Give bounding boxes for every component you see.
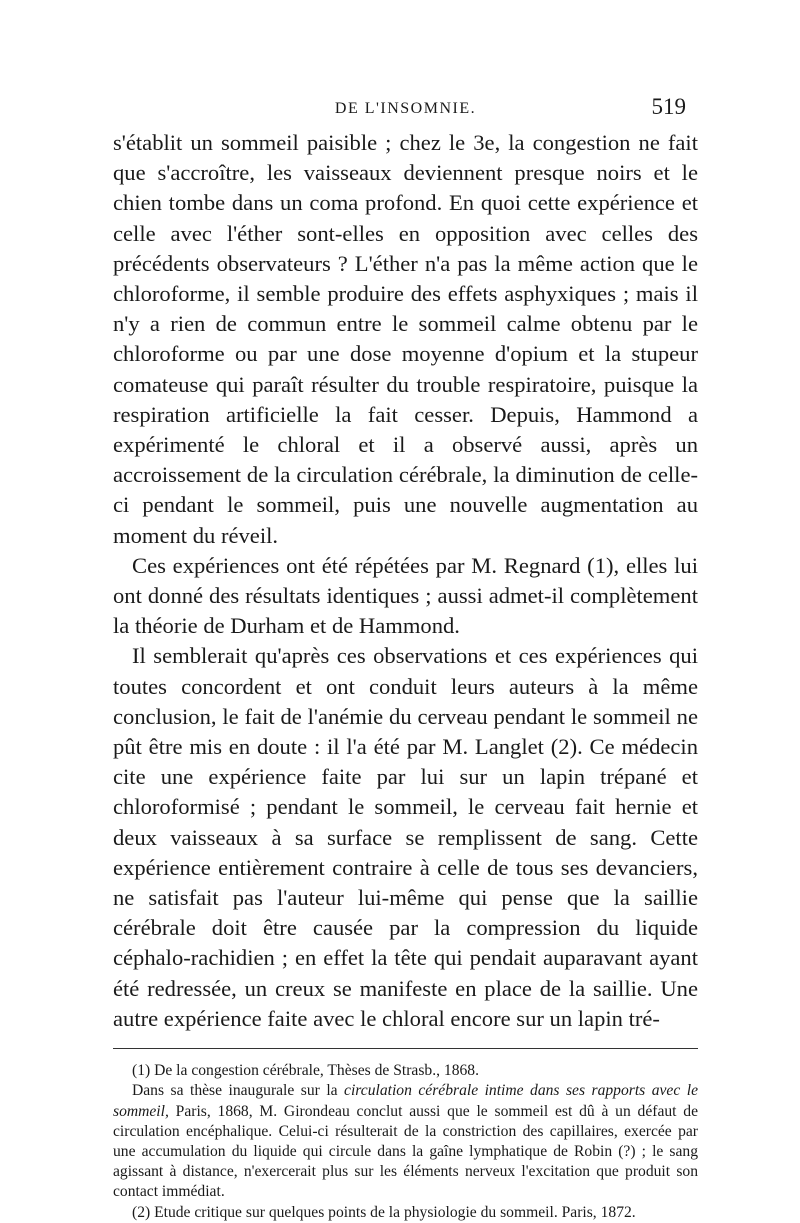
footnote-1: (1) De la congestion cérébrale, Thèses de Strasb., 1868. xyxy=(132,1062,479,1080)
footnote-1-text-start: Dans sa thèse inaugurale sur la xyxy=(132,1082,345,1100)
page-number: 519 xyxy=(651,94,686,119)
footnote-1-continued xyxy=(113,1081,698,1202)
footnote-divider xyxy=(113,1048,698,1049)
paragraph-1: s'établit un sommeil paisible ; chez le 3e, la congestion ne fait que s'accroître, les vaisseaux deviennent presque noirs et le chien tombe dans un coma profond. En quoi cette expérience et celle avec l'éther sont-elles en opposition avec celles des précédents observateurs ? L'éther n'a pas la même action que le chloroforme, il semble produire des effets asphyxiques ; mais il n'y a rien de commun entre le sommeil calme obtenu par le chloroforme ou par une dose moyenne d'opium et la stupeur comateuse qui paraît résulter du trouble respiratoire, puisque la respiration artificielle la fait cesser. Depuis, Hammond a expérimenté le chloral et il a observé aussi, après un accroissement de la circulation cérébrale, la diminution de celle-ci pendant le sommeil, puis une nouvelle augmentation au moment du réveil. xyxy=(113,130,698,548)
book-page xyxy=(113,92,698,1223)
paragraph-2: Ces expériences ont été répétées par M. Regnard (1), elles lui ont donné des résultats identiques ; aussi admet-il complètement la théorie de Durham et de Hammond. xyxy=(113,552,698,639)
page-header xyxy=(113,92,698,128)
running-head: DE L'INSOMNIE. xyxy=(334,100,477,117)
paragraph-3: Il semblerait qu'après ces observations et ces expériences qui toutes concordent et ont conduit leurs auteurs à la même conclusion, le fait de l'anémie du cerveau pendant le sommeil ne pût être mis en doute : il l'a été par M. Langlet (2). Ce médecin cite une expérience faite par lui sur un lapin trépané et chloroformisé ; pendant le sommeil, le cerveau fait hernie et deux vaisseaux à sa surface se remplissent de sang. Cette expérience entièrement contraire à celle de tous ses devanciers, ne satisfait pas l'auteur lui-même qui pense que la saillie cérébrale doit être causée par la compression du liquide céphalo-rachidien ; en effet la tête qui pendait auparavant ayant été redressée, un creux se manifeste en place de la saillie. Une autre expérience faite avec le chloral encore sur un lapin tré- xyxy=(113,643,698,1031)
footnotes xyxy=(113,1061,698,1223)
footnote-1-text-end: Paris, 1868, M. Girondeau conclut aussi que le sommeil est dû à un défaut de circulation encéphalique. Celui-ci résulterait de la constriction des capillaires, exercée par une accumulation du liquide qui circule dans la gaîne lymphatique de Robin (?) ; le sang agissant à distance, n'exercerait plus sur les éléments nerveux l'excitation que produit son contact immédiat. xyxy=(113,1102,698,1201)
body-text xyxy=(113,128,698,1034)
footnote-2: (2) Etude critique sur quelques points de la physiologie du sommeil. Paris, 1872. xyxy=(132,1203,636,1221)
footnote-1-italic-title: circulation cérébrale intime dans ses rapports avec le sommeil, xyxy=(113,1082,698,1120)
